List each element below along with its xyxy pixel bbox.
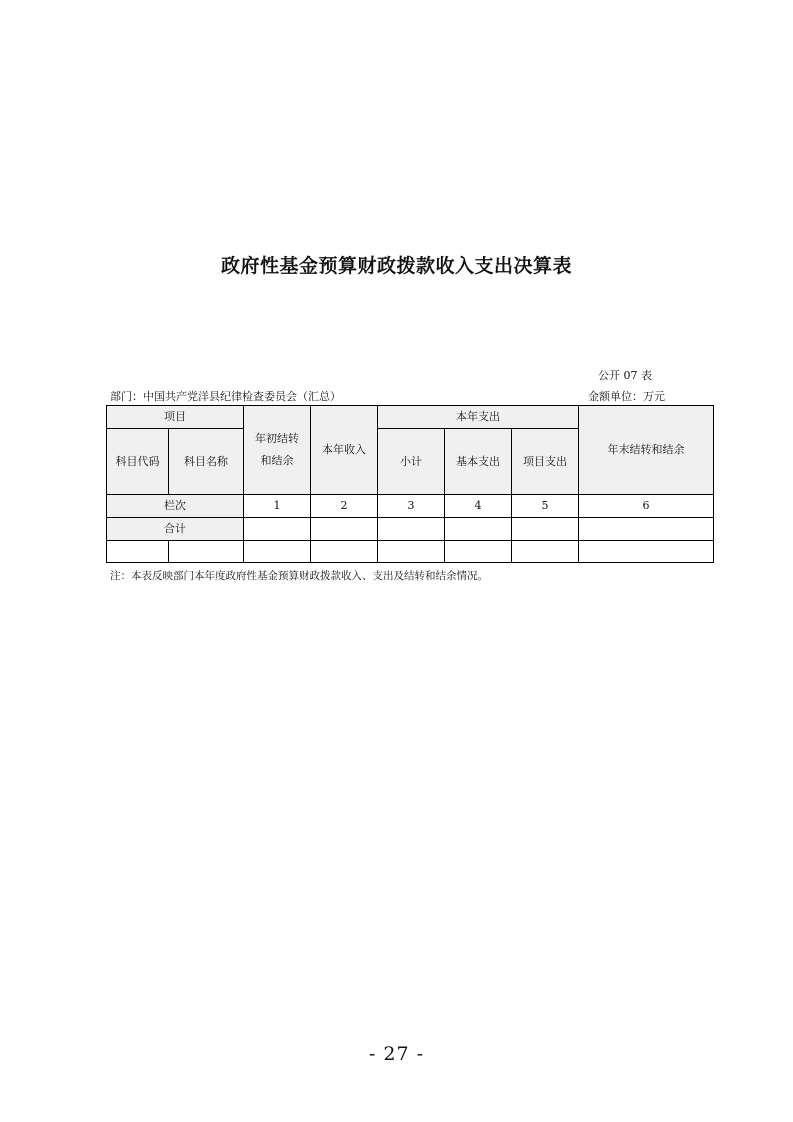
header-subtotal: 小计 (378, 429, 445, 495)
header-row-1 (107, 406, 714, 429)
col-number-cell: 6 (579, 495, 714, 518)
col-number-cell: 3 (378, 495, 445, 518)
total-row (107, 518, 714, 541)
table-cell (169, 541, 244, 563)
department-label: 部门：中国共产党洋县纪律检查委员会（汇总） (110, 390, 341, 403)
header-begin-balance (244, 406, 311, 495)
col-number-cell: 2 (311, 495, 378, 518)
header-begin-line1: 年初结转 (255, 432, 299, 445)
table-cell (378, 541, 445, 563)
header-project: 项目 (107, 406, 244, 429)
form-number: 公开 07 表 (598, 369, 652, 382)
table-cell (244, 541, 311, 563)
table-cell (445, 518, 512, 541)
total-label-cell: 合计 (107, 518, 244, 541)
col-number-cell: 1 (244, 495, 311, 518)
page-title: 政府性基金预算财政拨款收入支出决算表 (220, 255, 572, 277)
table-cell (579, 518, 714, 541)
header-subject-code: 科目代码 (107, 429, 169, 495)
table-cell (107, 541, 169, 563)
header-income: 本年收入 (311, 406, 378, 495)
table-cell (311, 541, 378, 563)
table-cell (512, 518, 579, 541)
column-number-row (107, 495, 714, 518)
header-basic-expense: 基本支出 (445, 429, 512, 495)
header-project-expense: 项目支出 (512, 429, 579, 495)
header-subject-name: 科目名称 (169, 429, 244, 495)
table-cell (579, 541, 714, 563)
row-label-cell: 栏次 (107, 495, 244, 518)
table-cell (512, 541, 579, 563)
table-cell (244, 518, 311, 541)
table-cell (445, 541, 512, 563)
table-note: 注：本表反映部门本年度政府性基金预算财政拨款收入、支出及结转和结余情况。 (110, 570, 488, 582)
table-cell (378, 518, 445, 541)
header-expense: 本年支出 (378, 406, 579, 429)
amount-unit-label: 金额单位：万元 (588, 390, 665, 403)
fund-budget-table (106, 405, 714, 563)
header-begin-line2: 和结余 (260, 454, 294, 467)
header-end-balance: 年末结转和结余 (579, 406, 714, 495)
col-number-cell: 4 (445, 495, 512, 518)
table-cell (311, 518, 378, 541)
page-number: - 27 - (368, 1043, 425, 1065)
col-number-cell: 5 (512, 495, 579, 518)
empty-row (107, 541, 714, 563)
